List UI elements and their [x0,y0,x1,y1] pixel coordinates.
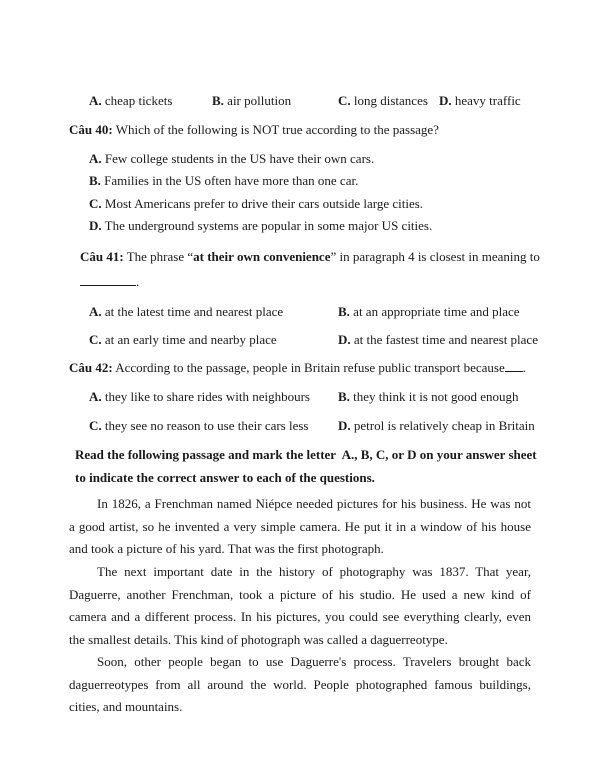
q39-option-d [439,93,521,109]
q40-option-c [89,196,423,212]
question-phrase: at their own convenience [193,249,331,264]
option-letter: D. [338,332,351,347]
option-text: they like to share rides with neighbours [104,389,310,404]
q42-option-c [89,418,309,434]
option-text: Families in the US often have more than one car. [104,173,359,188]
q42-option-d [338,418,535,434]
q40-option-a [89,151,374,167]
paragraph-text: The next important date in the history of photography was 1837. That year, Daguerre, another Frenchman, took a picture of his studio. He used a new kind of camera and a different process. In his pictures, you could see everything clearly, even the smallest details. This kind of photograph was called a daguerreotype. [69,564,531,647]
q41-option-d [338,332,538,348]
q40-option-b [89,173,358,189]
question-label: Câu 42: [69,360,113,375]
option-text: air pollution [227,93,292,108]
instruction-line-2: to indicate the correct answer to each of the questions. [75,470,375,485]
blank-period: . [136,274,140,289]
q42-option-a [89,389,310,405]
option-text: at an early time and nearby place [104,332,277,347]
q39-option-c [338,93,428,109]
option-letter: C. [89,196,102,211]
option-text: petrol is relatively cheap in Britain [353,418,535,433]
option-letter: A. [89,389,102,404]
option-text: Most Americans prefer to drive their cars outside large cities. [104,196,424,211]
q42-option-b [338,389,519,405]
option-text: at the fastest time and nearest place [353,332,538,347]
option-letter: D. [439,93,452,108]
paragraph-text: In 1826, a Frenchman named Niépce needed pictures for his business. He was not a good artist, so he invented a very simple camera. He put it in a window of his house and took a picture of his yard. That was the first photograph. [69,496,531,557]
question-text: Which of the following is NOT true according to the passage? [115,122,439,137]
passage-paragraph-3 [69,651,531,719]
q39-option-a [89,93,172,109]
option-text: long distances [353,93,428,108]
q40-option-d [89,218,432,234]
question-label: Câu 40: [69,122,113,137]
instruction-line-1: Read the following passage and mark the letter A., B, C, or D on your answer sheet [75,447,537,462]
option-letter: B. [212,93,224,108]
option-text: The underground systems are popular in some major US cities. [104,218,433,233]
passage-paragraph-2 [69,561,531,651]
option-letter: C. [338,93,351,108]
option-letter: C. [89,418,102,433]
answer-blank [80,274,136,286]
option-text: Few college students in the US have their own cars. [104,151,375,166]
answer-blank [505,360,523,372]
q41-option-a [89,304,283,320]
option-letter: B. [89,173,101,188]
option-text: they think it is not good enough [353,389,519,404]
question-text-after: ” in paragraph 4 is closest in meaning to [330,249,540,264]
option-text: cheap tickets [104,93,173,108]
question-label: Câu 41: [80,249,124,264]
q39-option-b [212,93,291,109]
option-text: heavy traffic [454,93,521,108]
q41-blank-line [80,274,139,290]
blank-period: . [522,360,527,375]
passage-paragraph-1 [69,493,531,561]
option-text: at an appropriate time and place [353,304,520,319]
option-letter: A. [89,93,102,108]
option-text: at the latest time and nearest place [104,304,284,319]
option-letter: D. [338,418,351,433]
option-letter: A. [89,151,102,166]
q41-option-b [338,304,520,320]
option-letter: A. [89,304,102,319]
q41-stem [80,249,540,265]
option-letter: B. [338,389,350,404]
option-text: they see no reason to use their cars less [104,418,309,433]
option-letter: C. [89,332,102,347]
q42-stem [69,360,526,376]
option-letter: D. [89,218,102,233]
q41-option-c [89,332,277,348]
option-letter: B. [338,304,350,319]
q40-stem [69,122,439,138]
paragraph-text: Soon, other people began to use Daguerre's process. Travelers brought back daguerreotypes from all around the world. People photographed famous buildings, cities, and mountains. [69,654,531,715]
question-text-before: The phrase “ [126,249,194,264]
question-text: According to the passage, people in Britain refuse public transport because [115,360,505,375]
